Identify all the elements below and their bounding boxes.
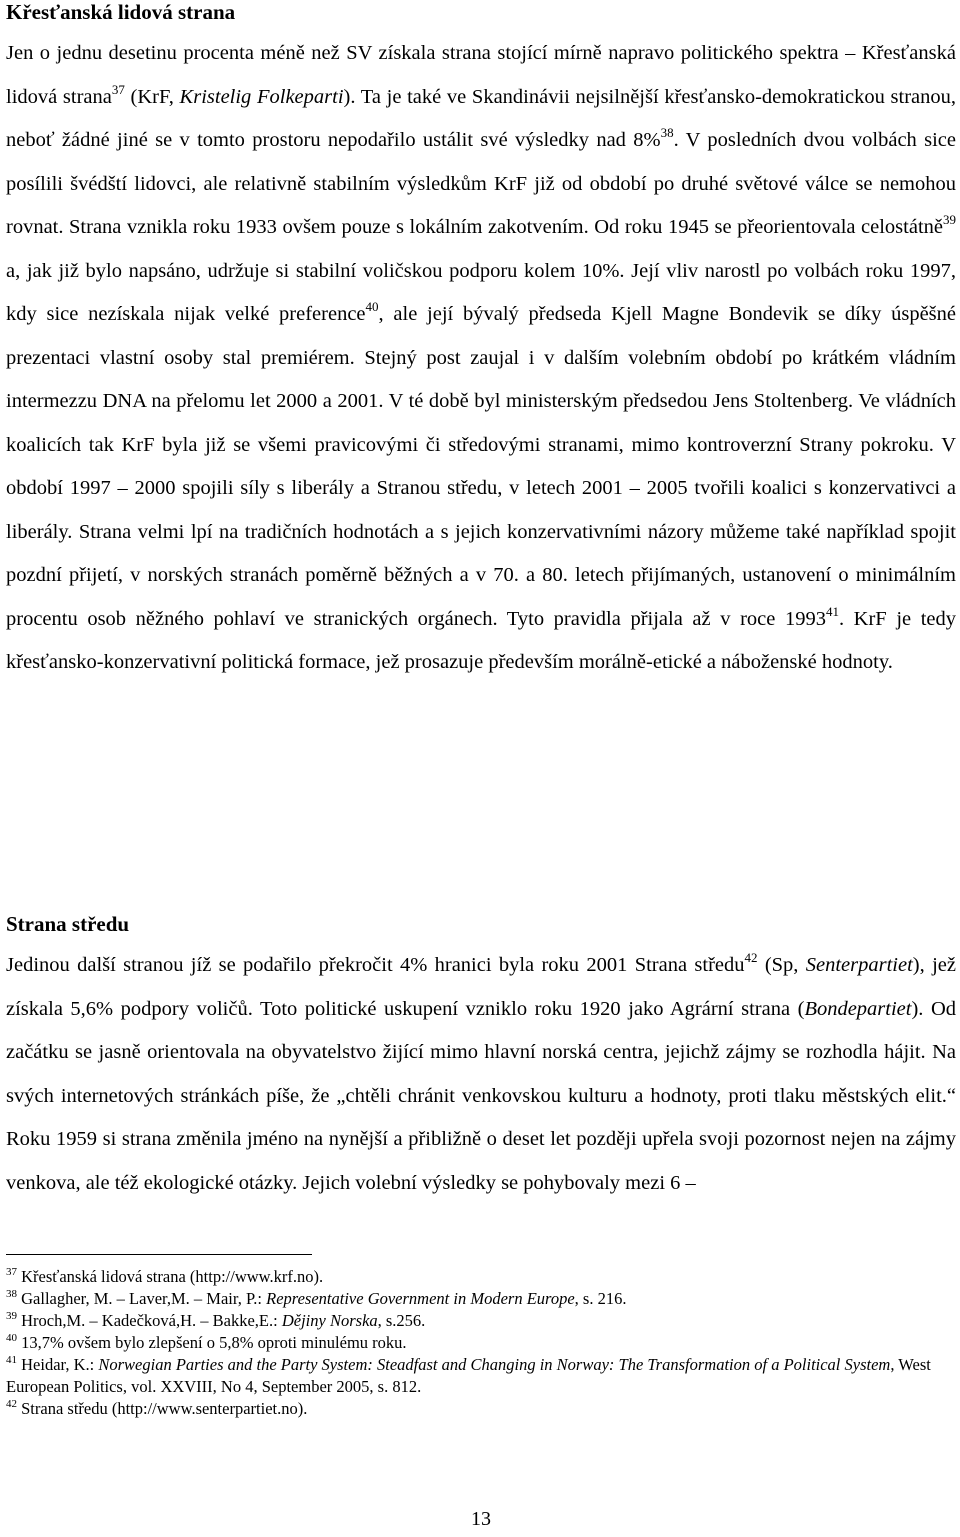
text: Jedinou další stranou jíž se podařilo překročit 4% hranici byla roku 2001 Strana středu (6, 954, 745, 976)
footnote-ref-40[interactable]: 40 (365, 299, 379, 314)
footnote-number: 37 (6, 1266, 17, 1278)
party-name-italic: Kristelig Folkeparti (179, 85, 344, 108)
text: , ale její bývalý předseda Kjell Magne Bondevik se díky úspěšné prezentaci vlastní osoby stal premiérem. Stejný post zaujal i v dalším volebním období po krátkém vládním intermezzu DNA na přelomu let 2000 a 2001. V té době byl ministerským předsedou Jens Stoltenberg. Ve vládních koalicích tak KrF byla již se všemi pravicovými či středovými stranami, mimo kontroverzní Strany pokroku. V období 1997 – 2000 spojili síly s liberály a Stranou středu, v letech 2001 – 2005 tvořili koalici s konzervativci a liberály. Strana velmi lpí na tradičních hodnotách a s jejich konzervativními názory můžeme také například spojit pozdní přijetí, v norských stranách poměrně běžných a v 70. a 80. letech přijímaných, ustanovení o minimálním procentu osob něžného pohlaví ve stranických orgánech. Tyto pravidla přijala až v roce 1993 (6, 303, 956, 630)
party-name-italic: Bondepartiet (804, 997, 912, 1020)
footnote-40 (6, 1332, 956, 1354)
footnote-39 (6, 1310, 956, 1332)
footnote-number: 38 (6, 1288, 17, 1300)
text: Jen o jednu desetinu procenta méně než SV získala strana stojící mírně napravo politického spektra – Křesťanská lidová strana (6, 42, 956, 108)
footnote-42 (6, 1398, 956, 1420)
footnote-title: Norwegian Parties and the Party System: Steadfast and Changing in Norway: The Transformation of a Political System (98, 1355, 891, 1374)
footnote-number: 40 (6, 1332, 17, 1344)
text: ). Ta je také ve Skandinávii nejsilnější křesťansko-demokratickou stranou, neboť žádné jiné se v tomto prostoru nepodařilo ustálit své výsledky nad 8% (6, 85, 956, 151)
footnote-ref-38[interactable]: 38 (660, 125, 674, 140)
footnote-divider (6, 1254, 312, 1255)
footnote-number: 39 (6, 1310, 17, 1322)
footnote-text: Hroch,M. – Kadečková,H. – Bakke,E.: (17, 1311, 282, 1330)
text: ), jež získala 5,6% podpory voličů. Toto politické uskupení vzniklo roku 1920 jako Agrární strana ( (6, 954, 956, 1020)
footnote-text: Gallagher, M. – Laver,M. – Mair, P.: (17, 1289, 267, 1308)
footnote-ref-41[interactable]: 41 (825, 603, 839, 619)
footnote-title: Dějiny Norska (281, 1311, 378, 1330)
footnote-text: 13,7% ovšem bylo zlepšení o 5,8% oproti minulému roku. (17, 1333, 407, 1352)
text: . V posledních dvou volbách sice posílili švédští lidovci, ale relativně stabilním výsledkům KrF již od období po druhé světové válce se nemohou rovnat. Strana vznikla roku 1933 ovšem pouze s lokálním zakotvením. Od roku 1945 se přeorientovala celostátně (6, 129, 956, 238)
text: (KrF, (124, 85, 180, 108)
text: (Sp, (757, 954, 806, 976)
paragraph-sp (6, 944, 956, 1205)
footnote-37 (6, 1266, 956, 1288)
footnote-ref-39[interactable]: 39 (943, 212, 956, 227)
footnote-text: , s. 216. (574, 1289, 627, 1308)
paragraph-krf (6, 32, 956, 685)
footnote-number: 41 (6, 1354, 17, 1366)
footnote-text: , s.256. (377, 1311, 426, 1330)
footnote-title: Representative Government in Modern Europe (266, 1289, 575, 1308)
party-name-italic: Senterpartiet (805, 954, 913, 976)
footnotes (6, 1266, 956, 1420)
text: ). Od začátku se jasně orientovala na obyvatelstvo žijící mimo hlavní norská centra, jejichž zájmy se rozhodla hájit. Na svých internetových stránkách píše, že „chtěli chránit venkovskou kulturu a hodnoty, proti tlaku městských elit.“ Roku 1959 si strana změnila jméno na nynější a přibližně o deset let později upřela svoji pozornost nejen na zájmy venkova, ale též ekologické otázky. Jejich volební výsledky se pohybovaly mezi 6 – (6, 997, 957, 1194)
footnote-text: Křesťanská lidová strana (http://www.krf.no). (17, 1267, 324, 1286)
footnote-text: , West European Politics, vol. XXVIII, No 4, September 2005, s. 812. (6, 1355, 931, 1396)
section-heading-sp: Strana středu (6, 912, 130, 936)
footnote-text: Strana středu (http://www.senterpartiet.no). (17, 1399, 308, 1418)
section-heading-krf: Křesťanská lidová strana (6, 0, 236, 24)
footnote-text: Heidar, K.: (17, 1355, 99, 1374)
footnote-38 (6, 1288, 956, 1310)
text: a, jak již bylo napsáno, udržuje si stabilní voličskou podporu kolem 10%. Její vliv narostl po volbách roku 1997, kdy sice nezískala nijak velké preference (6, 259, 956, 325)
footnote-ref-37[interactable]: 37 (111, 81, 125, 97)
footnote-41 (6, 1354, 956, 1398)
text: . KrF je tedy křesťansko-konzervativní politická formace, jež prosazuje především morálně-etické a náboženské hodnoty. (6, 607, 957, 673)
footnote-ref-42[interactable]: 42 (744, 950, 758, 965)
footnote-number: 42 (6, 1398, 17, 1410)
page-number: 13 (471, 1508, 491, 1530)
